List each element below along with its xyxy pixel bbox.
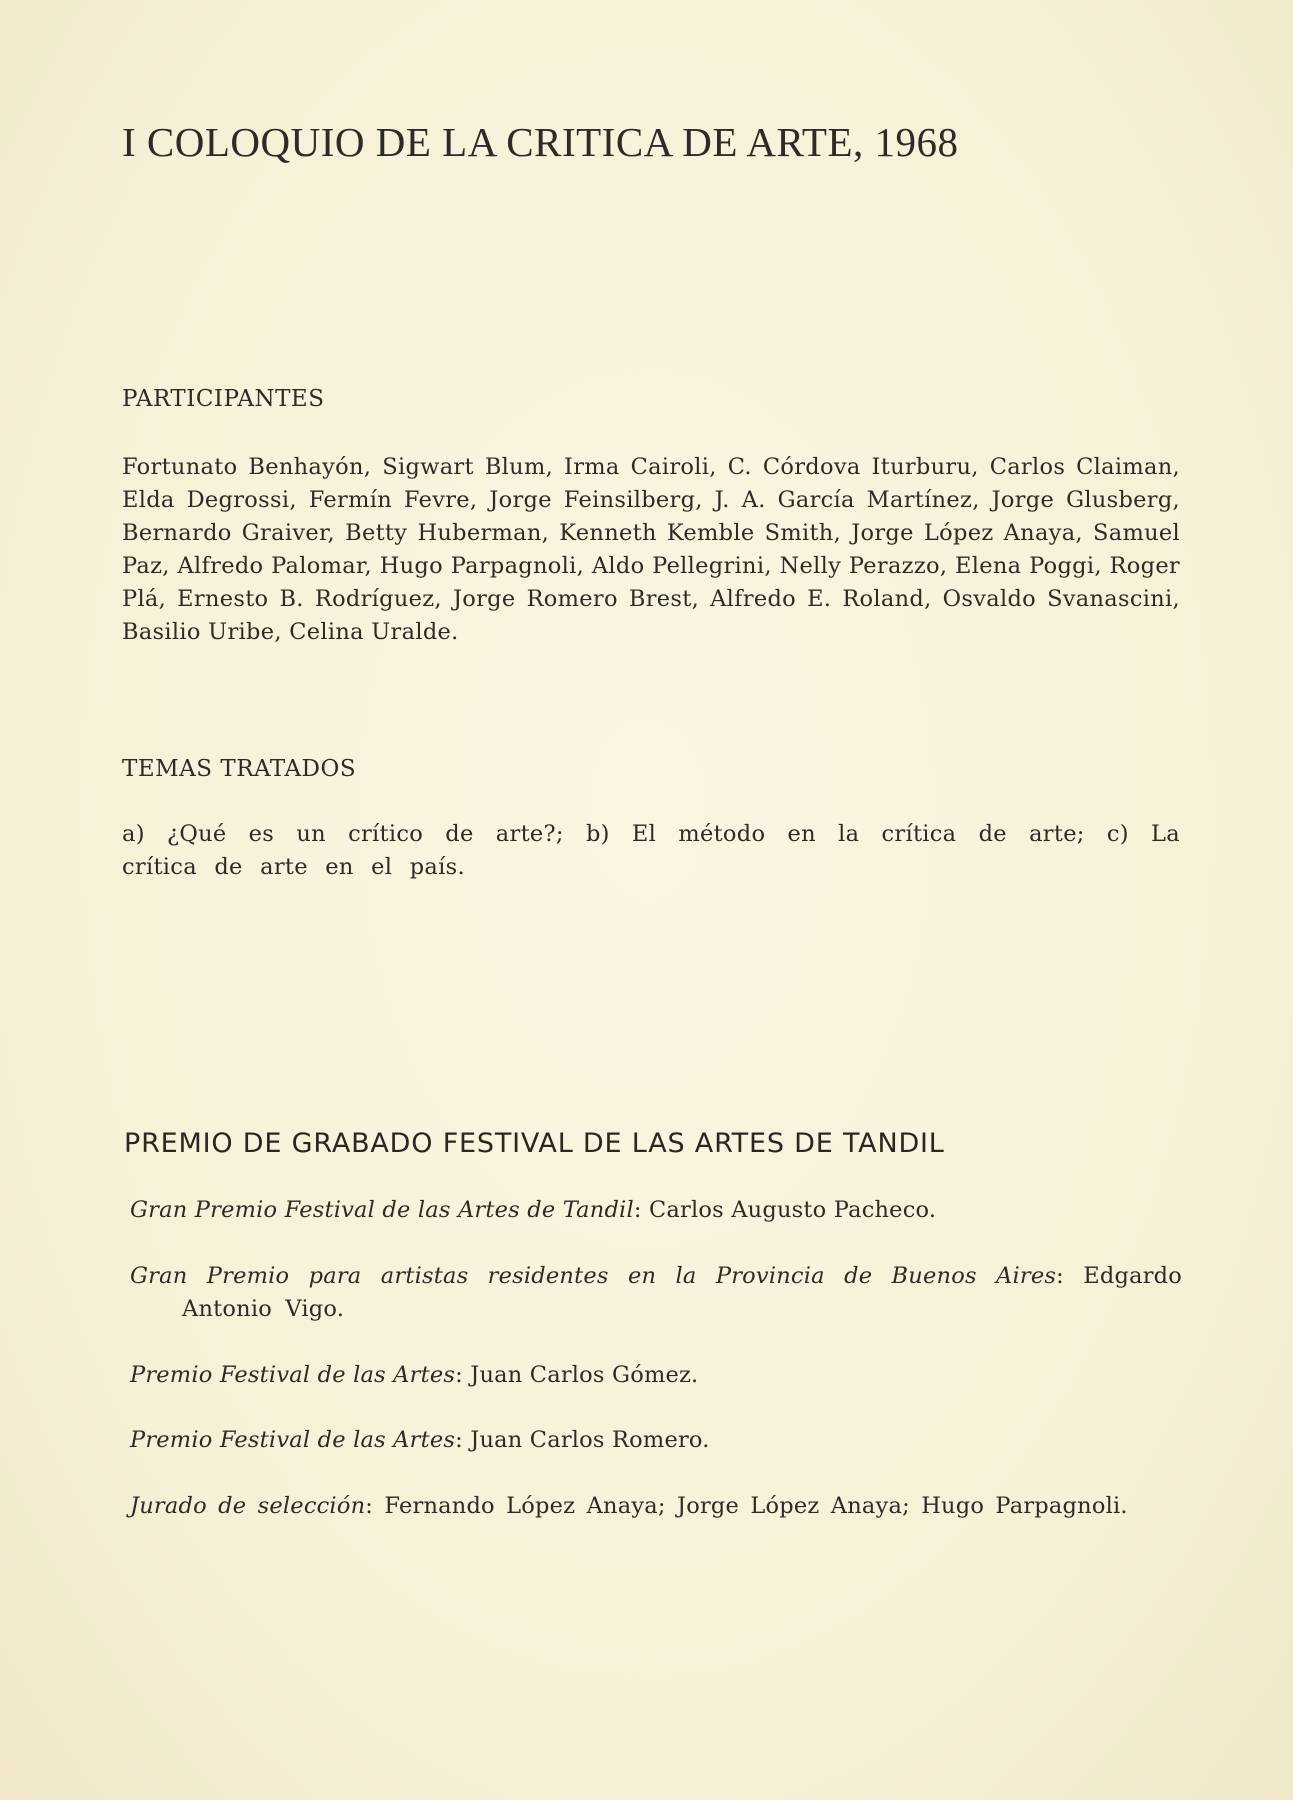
prize-value: Carlos Augusto Pacheco. <box>649 1197 937 1223</box>
prize-value: Edgardo Antonio Vigo. <box>182 1263 1182 1322</box>
premio-heading: PREMIO DE GRABADO FESTIVAL DE LAS ARTES DE TANDIL <box>124 1128 945 1159</box>
page-title: I COLOQUIO DE LA CRITICA DE ARTE, 1968 <box>122 119 959 165</box>
prize-value: Juan Carlos Gómez. <box>470 1362 699 1388</box>
jury-label: Jurado de selección <box>130 1493 366 1519</box>
prize-label: Gran Premio para artistas residentes en la Provincia de Buenos Aires <box>130 1263 1057 1289</box>
prize-label: Gran Premio Festival de las Artes de Tandil <box>130 1197 634 1223</box>
prize-entry: Gran Premio Festival de las Artes de Tandil: Carlos Augusto Pacheco. <box>130 1197 937 1223</box>
prize-label: Premio Festival de las Artes <box>130 1427 456 1453</box>
participantes-heading: PARTICIPANTES <box>122 386 325 412</box>
prize-entry: Gran Premio para artistas residentes en la Provincia de Buenos Aires: Edgardo Antonio Vigo. <box>130 1263 1182 1322</box>
temas-heading: TEMAS TRATADOS <box>122 756 357 782</box>
prize-entry: Premio Festival de las Artes: Juan Carlos Gómez. <box>130 1362 699 1388</box>
participantes-list: Fortunato Benhayón, Sigwart Blum, Irma Cairoli, C. Córdova Iturburu, Carlos Claiman, Elda Degrossi, Fermín Fevre, Jorge Feinsilberg, J. A. García Martínez, Jorge Glusberg, Bernardo Graiver, Betty Huberman, Kenneth Kemble Smith, Jorge López Anaya, Samuel Paz, Alfredo Palomar, Hugo Parpagnoli, Aldo Pellegrini, Nelly Perazzo, Elena Poggi, Roger Plá, Ernesto B. Rodríguez, Jorge Romero Brest, Alfredo E. Roland, Osvaldo Svanascini, Basilio Uribe, Celina Uralde. <box>122 454 1180 645</box>
temas-text: a) ¿Qué es un crítico de arte?; b) El método en la crítica de arte; c) La crítica de arte en el país. <box>122 821 1180 880</box>
jury-entry: Jurado de selección: Fernando López Anaya; Jorge López Anaya; Hugo Parpagnoli. <box>130 1493 1128 1519</box>
prize-label: Premio Festival de las Artes <box>130 1362 456 1388</box>
prize-entry: Premio Festival de las Artes: Juan Carlos Romero. <box>130 1427 710 1453</box>
jury-value: Fernando López Anaya; Jorge López Anaya; Hugo Parpagnoli. <box>384 1493 1128 1519</box>
prize-value: Juan Carlos Romero. <box>470 1427 710 1453</box>
